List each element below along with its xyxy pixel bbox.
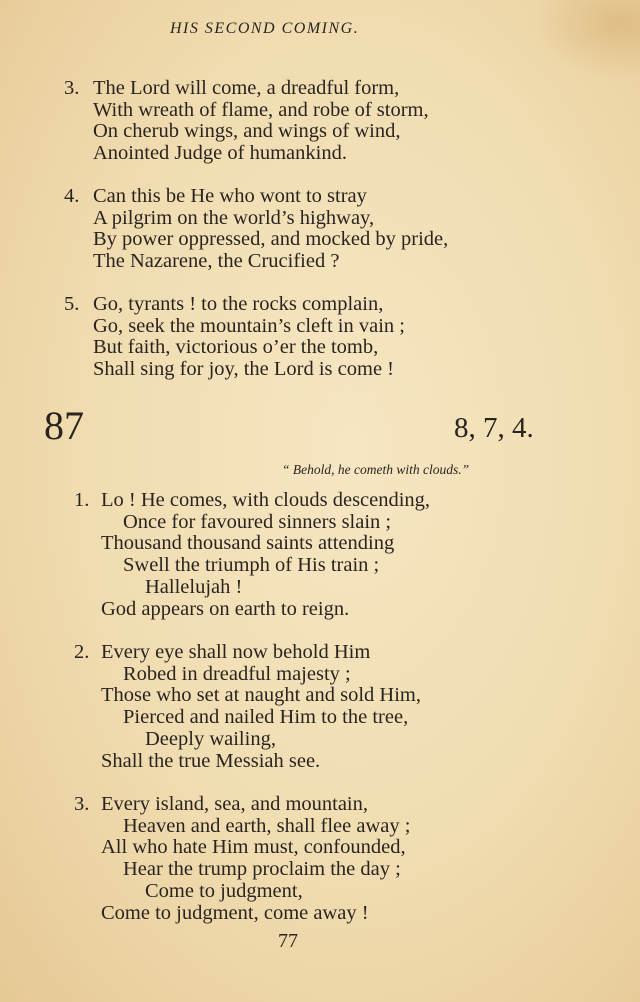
- verse-line: Lo ! He comes, with clouds descending,: [101, 489, 431, 511]
- verse-line: Come to judgment,: [145, 879, 303, 902]
- verse-line: The Nazarene, the Crucified ?: [93, 250, 340, 273]
- verse-line: On cherub wings, and wings of wind,: [93, 120, 401, 143]
- verse-line: Shall the true Messiah see.: [101, 749, 321, 772]
- verse-line: Anointed Judge of humankind.: [93, 142, 347, 165]
- verse-line: A pilgrim on the world’s highway,: [93, 206, 375, 229]
- verse-line: Can this be He who wont to stray: [93, 185, 367, 207]
- hymn-meter: 8, 7, 4.: [454, 412, 534, 444]
- stanza-number: 3.: [64, 77, 80, 99]
- verse-line: Every eye shall now behold Him: [101, 641, 371, 663]
- verse-line: With wreath of flame, and robe of storm,: [93, 98, 429, 121]
- verse-line: Thousand thousand saints attending: [101, 532, 395, 555]
- verse-line: Swell the triumph of His train ;: [123, 554, 380, 577]
- verse-line: Those who set at naught and sold Him,: [101, 684, 421, 707]
- verse-line: Every island, sea, and mountain,: [101, 793, 369, 815]
- verse-line: Hallelujah !: [145, 575, 243, 598]
- verse-line: Pierced and nailed Him to the tree,: [123, 706, 409, 729]
- verse-line: Go, tyrants ! to the rocks complain,: [93, 293, 384, 315]
- verse-line: Heaven and earth, shall flee away ;: [123, 814, 411, 837]
- verse-line: Deeply wailing,: [145, 727, 276, 750]
- verse-line: The Lord will come, a dreadful form,: [93, 77, 400, 99]
- verse-line: Once for favoured sinners slain ;: [123, 510, 392, 533]
- page-number: 77: [278, 930, 298, 952]
- stanza-number: 3.: [74, 793, 90, 815]
- verse-line: Hear the trump proclaim the day ;: [123, 858, 401, 881]
- stanza-number: 4.: [64, 185, 80, 207]
- stanza-number: 1.: [74, 489, 90, 511]
- stanza-number: 5.: [64, 293, 80, 315]
- verse-line: Robed in dreadful majesty ;: [123, 662, 351, 685]
- verse-line: All who hate Him must, confounded,: [101, 836, 406, 859]
- verse-line: Shall sing for joy, the Lord is come !: [93, 358, 394, 381]
- verse-line: By power oppressed, and mocked by pride,: [93, 228, 449, 251]
- hymn-epigraph: “ Behold, he cometh with clouds.”: [282, 462, 470, 477]
- verse-line: God appears on earth to reign.: [101, 597, 350, 620]
- running-header: HIS SECOND COMING.: [170, 20, 360, 37]
- page-stain: [530, 0, 640, 80]
- stanza-number: 2.: [74, 641, 90, 663]
- hymn-number: 87: [44, 403, 84, 448]
- verse-line: But faith, victorious o’er the tomb,: [93, 336, 379, 359]
- verse-line: Come to judgment, come away !: [101, 901, 369, 924]
- verse-line: Go, seek the mountain’s cleft in vain ;: [93, 314, 405, 337]
